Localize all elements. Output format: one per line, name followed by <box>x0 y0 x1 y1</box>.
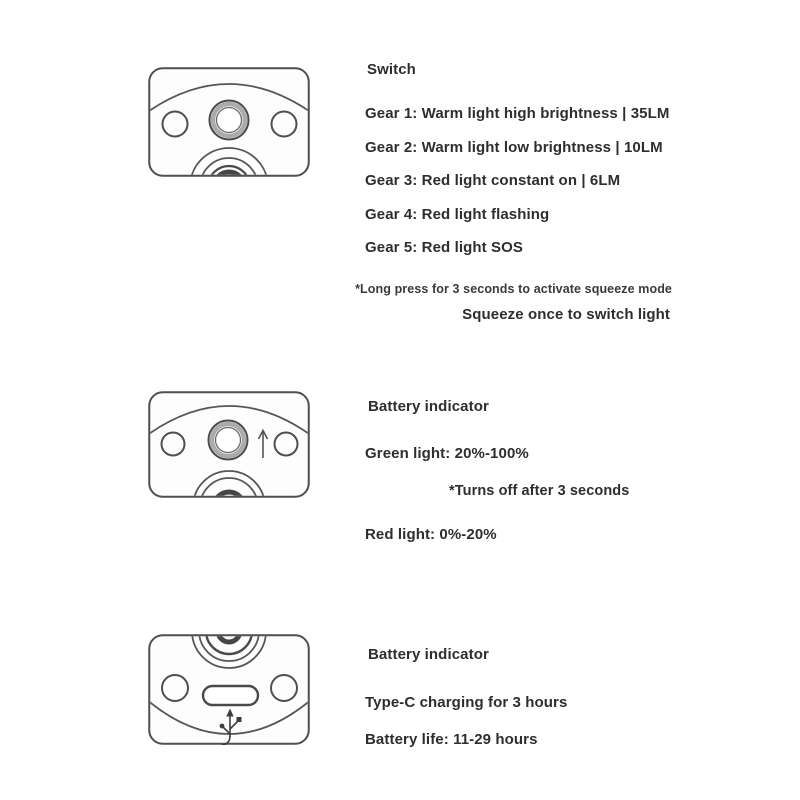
left-screw-hole <box>162 433 185 456</box>
headlamp-top-view-diagram <box>148 67 310 177</box>
headlamp-top-view-svg <box>148 67 310 177</box>
type-c-port <box>203 686 258 705</box>
right-screw-hole <box>275 433 298 456</box>
green-light-line: Green light: 20%-100% <box>365 445 529 462</box>
power-button <box>210 101 249 140</box>
turns-off-note: *Turns off after 3 seconds <box>449 483 630 499</box>
gear-1-line: Gear 1: Warm light high brightness | 35LM <box>365 105 670 122</box>
battery-indicator-title: Battery indicator <box>368 398 489 415</box>
right-screw-hole <box>272 112 297 137</box>
headlamp-bottom-view-diagram <box>148 634 310 745</box>
gear-5-line: Gear 5: Red light SOS <box>365 239 523 256</box>
gear-2-line: Gear 2: Warm light low brightness | 10LM <box>365 139 663 156</box>
headlamp-top-view-indicator-diagram <box>148 391 310 498</box>
right-screw-hole <box>271 675 297 701</box>
squeeze-mode-note: *Long press for 3 seconds to activate squeeze mode <box>355 282 672 296</box>
squeeze-switch-note: Squeeze once to switch light <box>462 306 670 323</box>
type-c-charging-line: Type-C charging for 3 hours <box>365 694 568 711</box>
power-button <box>209 421 248 460</box>
switch-title: Switch <box>367 61 416 78</box>
battery-life-line: Battery life: 11-29 hours <box>365 731 538 748</box>
gear-3-line: Gear 3: Red light constant on | 6LM <box>365 172 621 189</box>
gear-4-line: Gear 4: Red light flashing <box>365 206 550 223</box>
headlamp-indicator-svg <box>148 391 310 498</box>
headlamp-bottom-view-svg <box>148 634 310 745</box>
left-screw-hole <box>162 675 188 701</box>
left-screw-hole <box>163 112 188 137</box>
red-light-line: Red light: 0%-20% <box>365 526 497 543</box>
charging-title: Battery indicator <box>368 646 489 663</box>
